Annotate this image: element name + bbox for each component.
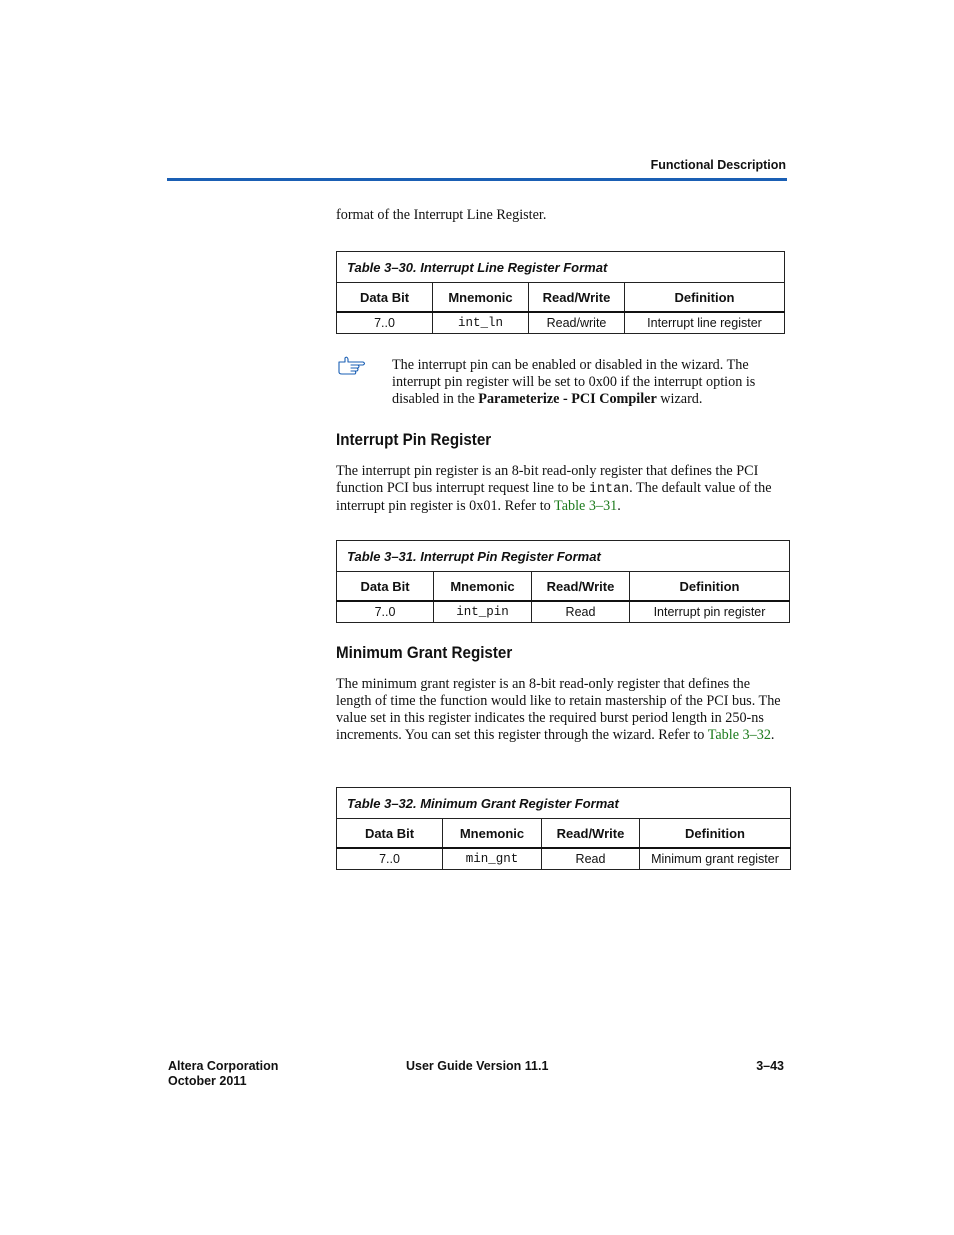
section-heading-interrupt-pin: Interrupt Pin Register [336,431,492,449]
table-cell: int_ln [433,312,529,334]
column-header: Data Bit [337,819,443,849]
pointing-hand-icon [336,355,368,375]
footer-company: Altera Corporation [168,1059,279,1073]
column-header: Read/Write [532,572,630,602]
footer-left [168,1059,278,1089]
table-cell: 7..0 [337,312,433,334]
paragraph-text: . [770,727,775,743]
table-cell: 7..0 [337,848,443,870]
column-header: Mnemonic [433,283,529,313]
table-cell: Interrupt line register [625,312,785,334]
column-header: Read/Write [542,819,640,849]
table-reference-link[interactable]: Table 3–31 [554,498,618,514]
table-cell: int_pin [434,601,532,623]
column-header: Mnemonic [434,572,532,602]
inline-code: intan [588,482,630,497]
paragraph-text: The minimum grant register is an 8-bit read-only register that defines the length of time the function would like to retain mastership of the PCI bus. The value set in this register indicates the required burst period length in 250-ns increments. You can set this register through the wizard. Refer to [336,676,781,743]
footer-date: October 2011 [168,1074,247,1088]
table-caption: Table 3–32. Minimum Grant Register Format [337,788,791,819]
interrupt-pin-paragraph [336,463,786,515]
column-header: Mnemonic [443,819,542,849]
column-header: Definition [630,572,790,602]
note-text-part: The interrupt pin can be enabled or disabled in the wizard. The interrupt pin register will be set to 0x00 if the interrupt option is disabled in the [392,357,756,407]
table-minimum-grant [336,787,791,870]
table-row [337,848,791,870]
note-text-part: wizard. [656,391,703,407]
header-rule [167,178,787,181]
table-caption: Table 3–30. Interrupt Line Register Format [337,252,785,283]
column-header: Definition [625,283,785,313]
table-cell: min_gnt [443,848,542,870]
table-interrupt-line [336,251,785,334]
running-header-title: Functional Description [650,158,786,172]
section-heading-minimum-grant: Minimum Grant Register [336,644,513,662]
table-row [337,601,790,623]
column-header: Data Bit [337,283,433,313]
table-caption: Table 3–31. Interrupt Pin Register Format [337,541,790,572]
table-interrupt-pin [336,540,790,623]
footer-page-number: 3–43 [756,1059,784,1073]
footer-guide-version: User Guide Version 11.1 [406,1059,549,1073]
table-row [337,312,785,334]
table-reference-link[interactable]: Table 3–32 [707,727,771,743]
paragraph-text: . The default value of the interrupt pin register is 0x01. Refer to [336,480,772,514]
column-header: Definition [640,819,791,849]
table-cell: Minimum grant register [640,848,791,870]
table-cell: Read/write [529,312,625,334]
table-cell: Interrupt pin register [630,601,790,623]
note-text [392,357,787,408]
table-cell: 7..0 [337,601,434,623]
column-header: Read/Write [529,283,625,313]
paragraph-text: The interrupt pin register is an 8-bit read-only register that defines the PCI function PCI bus interrupt request line to be [336,463,759,496]
table-cell: Read [532,601,630,623]
minimum-grant-paragraph [336,676,786,744]
table-cell: Read [542,848,640,870]
intro-paragraph: format of the Interrupt Line Register. [336,207,547,223]
note-bold-text: Parameterize - PCI Compiler [478,391,657,407]
column-header: Data Bit [337,572,434,602]
paragraph-text: . [617,498,621,514]
